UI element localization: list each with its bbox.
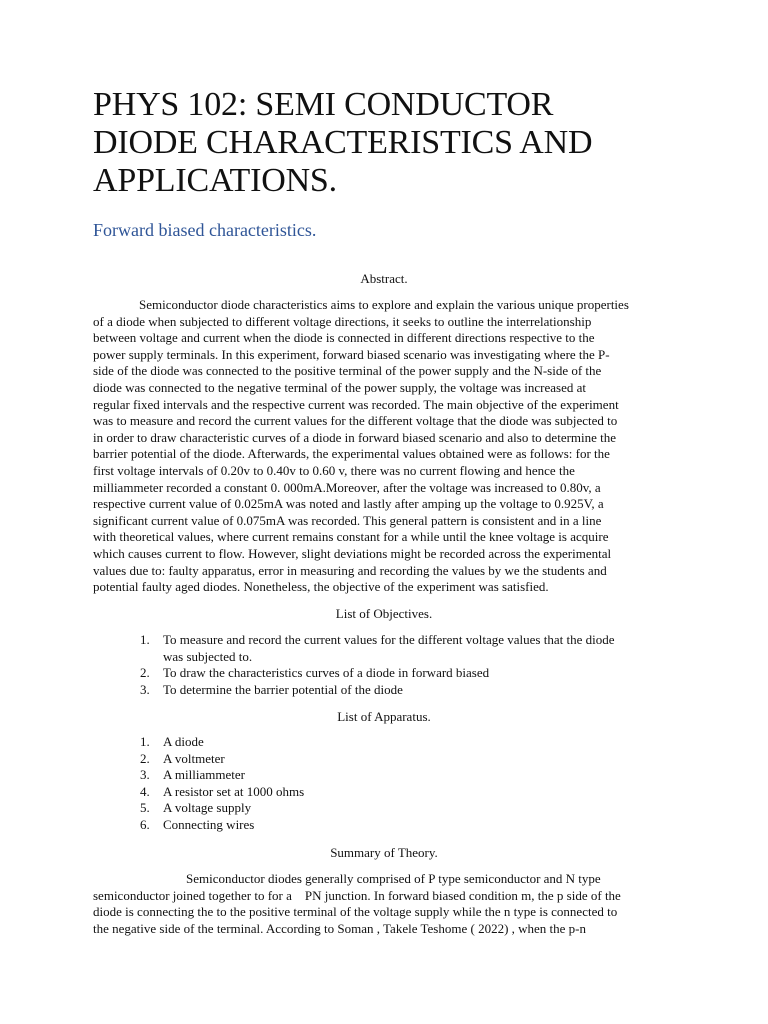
apparatus-text: Connecting wires [163, 816, 255, 832]
theory-paragraph [93, 871, 675, 937]
abstract-line: barrier potential of the diode. Afterwards, the experimental values obtained were as follows: for the [93, 446, 610, 462]
list-number: 2. [140, 750, 150, 766]
list-number: 2. [140, 665, 150, 681]
objective-text-line: To determine the barrier potential of the diode [163, 681, 403, 697]
apparatus-item [93, 784, 675, 801]
abstract-line: significant current value of 0.075mA was recorded. This general pattern is consistent and in a line [93, 512, 602, 528]
apparatus-item [93, 751, 675, 768]
document-title [93, 86, 713, 200]
abstract-line: with theoretical values, where current remains constant for a while until the knee voltage is acquire [93, 529, 609, 545]
list-number: 1. [140, 632, 150, 647]
abstract-line: first voltage intervals of 0.20v to 0.40v to 0.60 v, there was no current flowing and hence the [93, 462, 575, 478]
apparatus-text: A resistor set at 1000 ohms [163, 783, 305, 799]
document-subtitle: Forward biased characteristics. [93, 220, 317, 240]
apparatus-text: A voltmeter [163, 750, 225, 766]
abstract-line: in order to draw characteristic curves of a diode in forward biased scenario and also to determine the [93, 429, 617, 445]
abstract-line: side of the diode was connected to the positive terminal of the power supply and the N-side of the [93, 363, 602, 379]
abstract-line: values due to: faulty apparatus, error in measuring and recording the values by we the students and [93, 562, 607, 578]
abstract-heading: Abstract. [360, 271, 408, 286]
abstract-line: milliammeter recorded a constant 0. 000mA.Moreover, after the voltage was increased to 0.80v, a [93, 479, 601, 495]
theory-line: the negative side of the terminal. According to Soman , Takele Teshome ( 2022) , when the p-n [93, 920, 587, 936]
list-number: 3. [140, 767, 150, 783]
abstract-line: which causes current to flow. However, slight deviations might be recorded across the experimental [93, 545, 612, 561]
abstract-line: of a diode when subjected to different voltage directions, it seeks to outline the interrelationship [93, 313, 592, 329]
objective-text-line: To measure and record the current values for the different voltage values that the diode [163, 632, 615, 647]
apparatus-text: A milliammeter [163, 767, 245, 783]
list-number: 5. [140, 800, 150, 816]
abstract-line: diode was connected to the negative terminal of the power supply, the voltage was increased at [93, 379, 586, 395]
apparatus-item [93, 817, 675, 834]
abstract-line: regular fixed intervals and the respective current was recorded. The main objective of the experiment [93, 396, 619, 412]
abstract-line: potential faulty aged diodes. Nonetheless, the objective of the experiment was satisfied. [93, 579, 549, 595]
abstract-line: was to measure and record the current values for the different voltage that the diode was subjected to [93, 413, 618, 429]
apparatus-list [93, 734, 675, 834]
apparatus-text: A diode [163, 734, 204, 749]
abstract-line: power supply terminals. In this experiment, forward biased scenario was investigating where the P- [93, 346, 610, 362]
abstract-line: Semiconductor diode characteristics aims to explore and explain the various unique properties [139, 297, 629, 312]
objective-item [93, 632, 675, 665]
apparatus-heading: List of Apparatus. [337, 709, 431, 724]
objective-item [93, 682, 675, 699]
title-line: PHYS 102: SEMI CONDUCTOR [93, 86, 554, 123]
abstract-line: between voltage and current when the diode is connected in different directions respective to the [93, 330, 595, 346]
apparatus-item [93, 734, 675, 751]
list-number: 1. [140, 734, 150, 749]
theory-line: Semiconductor diodes generally comprised of P type semiconductor and N type [186, 871, 601, 886]
abstract-line: respective current value of 0.025mA was noted and lastly after amping up the voltage to 0.925V, a [93, 496, 604, 512]
apparatus-item [93, 800, 675, 817]
objectives-heading: List of Objectives. [335, 606, 433, 621]
title-line: DIODE CHARACTERISTICS AND [93, 124, 593, 161]
theory-heading: Summary of Theory. [330, 845, 438, 860]
abstract-paragraph [93, 297, 675, 596]
objective-text-line: was subjected to. [163, 648, 253, 664]
theory-line: diode is connecting the to the positive terminal of the voltage supply while the n type is connected to [93, 904, 618, 920]
list-number: 4. [140, 783, 150, 799]
objective-item [93, 665, 675, 682]
apparatus-item [93, 767, 675, 784]
apparatus-text: A voltage supply [163, 800, 252, 816]
list-number: 3. [140, 681, 150, 697]
theory-line: semiconductor joined together to for a PN junction. In forward biased condition m, the p side of the [93, 887, 621, 903]
list-number: 6. [140, 816, 150, 832]
objective-text-line: To draw the characteristics curves of a diode in forward biased [163, 665, 490, 681]
objectives-list [93, 632, 675, 698]
title-line: APPLICATIONS. [93, 162, 337, 199]
